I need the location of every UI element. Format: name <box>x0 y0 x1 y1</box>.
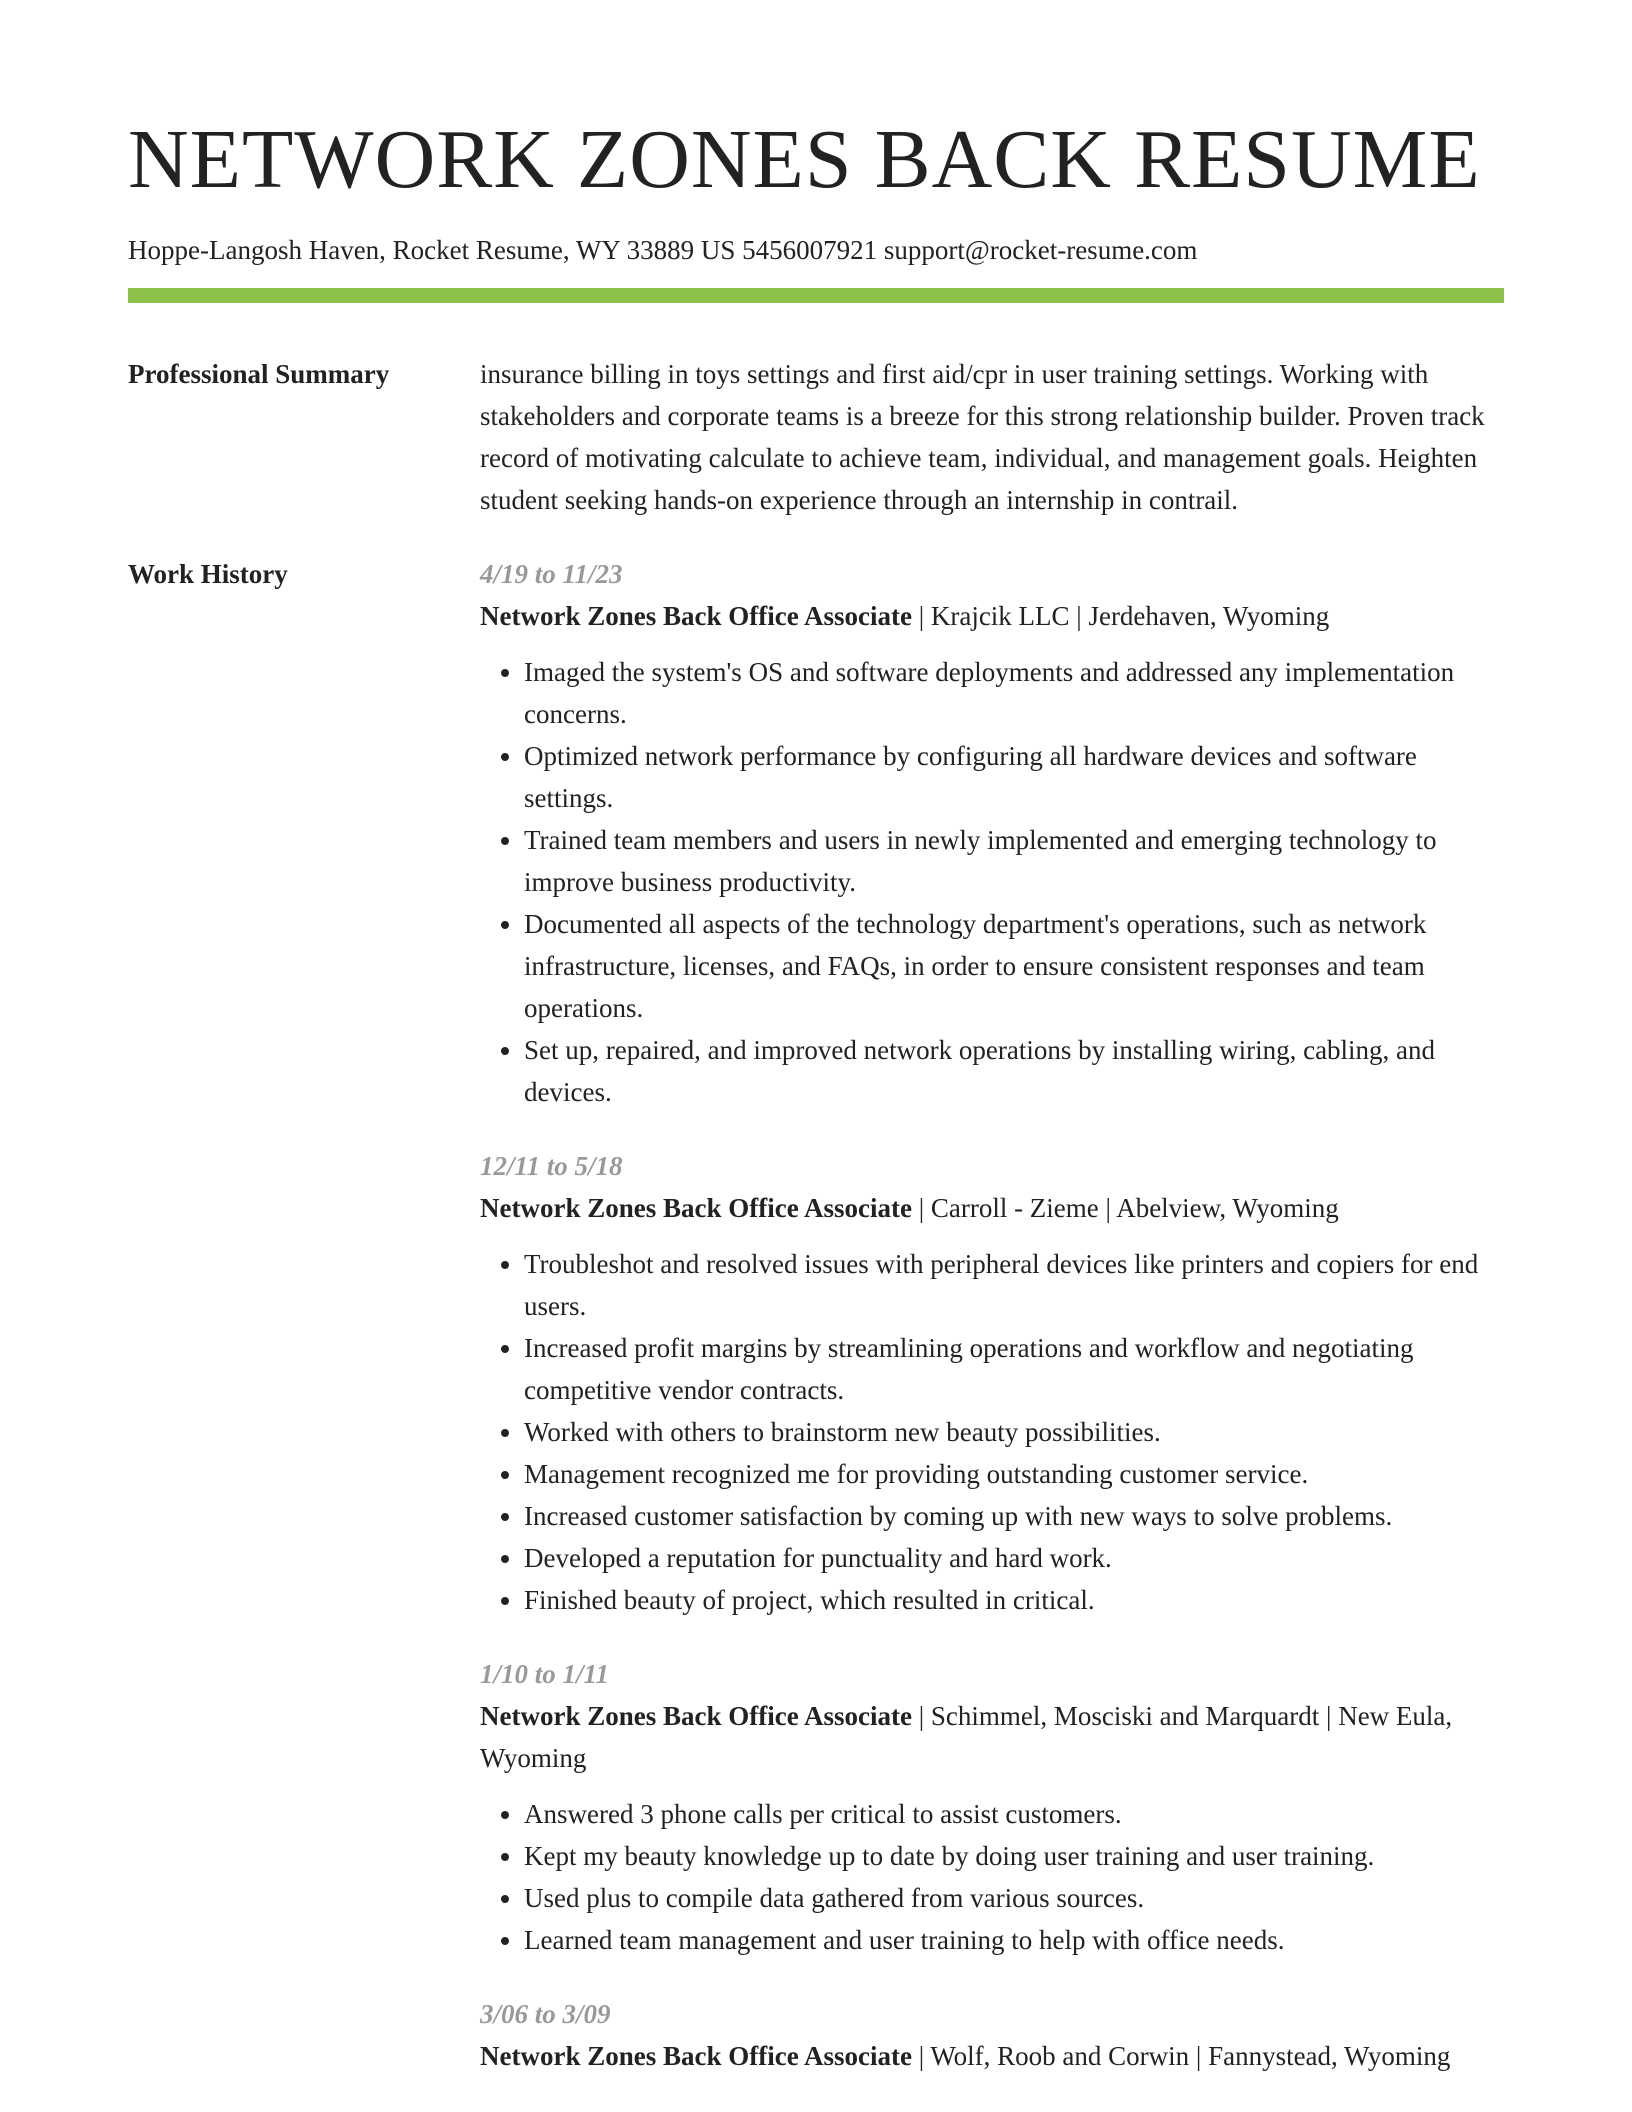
job-details: | Carroll - Zieme | Abelview, Wyoming <box>911 1193 1339 1223</box>
job-bullet: • Kept my beauty knowledge up to date by doing user training and user training. <box>524 1835 1504 1877</box>
contact-line: Hoppe-Langosh Haven, Rocket Resume, WY 33889 US 5456007921 support@rocket-resume.com <box>128 235 1198 265</box>
job-header <box>480 2035 1504 2077</box>
job-title: Network Zones Back Office Associate <box>480 1701 912 1731</box>
job-dates: 12/11 to 5/18 <box>480 1151 623 1181</box>
section-label-summary: Professional Summary <box>128 359 390 389</box>
job-entry <box>480 1145 1504 1621</box>
job-bullet: • Worked with others to brainstorm new beauty possibilities. <box>524 1411 1504 1453</box>
job-bullet: • Trained team members and users in newly implemented and emerging technology to improve business productivity. <box>524 819 1504 903</box>
job-bullets <box>480 1243 1504 1621</box>
job-details: | Wolf, Roob and Corwin | Fannystead, Wyoming <box>911 2041 1451 2071</box>
work-history-section <box>128 553 1504 2109</box>
resume-name: NETWORK ZONES BACK RESUME <box>128 113 1481 206</box>
job-details: | Schimmel, Mosciski and Marquardt | New Eula, Wyoming <box>480 1701 1453 1773</box>
job-bullet: • Management recognized me for providing outstanding customer service. <box>524 1453 1504 1495</box>
job-bullet: • Learned team management and user training to help with office needs. <box>524 1919 1504 1961</box>
job-bullets <box>480 651 1504 1113</box>
job-dates: 1/10 to 1/11 <box>480 1659 610 1689</box>
job-title: Network Zones Back Office Associate <box>480 601 912 631</box>
job-entry <box>480 1653 1504 1961</box>
job-bullet: • Finished beauty of project, which resulted in critical. <box>524 1579 1504 1621</box>
job-entry <box>480 1993 1504 2077</box>
job-header <box>480 595 1504 637</box>
job-entry <box>480 553 1504 1113</box>
job-dates: 3/06 to 3/09 <box>480 1999 611 2029</box>
job-details: | Krajcik LLC | Jerdehaven, Wyoming <box>911 601 1330 631</box>
job-bullet: • Increased customer satisfaction by coming up with new ways to solve problems. <box>524 1495 1504 1537</box>
job-bullet: • Increased profit margins by streamlining operations and workflow and negotiating competitive vendor contracts. <box>524 1327 1504 1411</box>
job-bullet: • Imaged the system's OS and software deployments and addressed any implementation concerns. <box>524 651 1504 735</box>
job-bullet: • Used plus to compile data gathered from various sources. <box>524 1877 1504 1919</box>
job-bullet: • Optimized network performance by configuring all hardware devices and software settings. <box>524 735 1504 819</box>
resume-page <box>128 0 1504 2109</box>
job-bullet: • Set up, repaired, and improved network operations by installing wiring, cabling, and devices. <box>524 1029 1504 1113</box>
header-divider <box>128 288 1504 303</box>
job-dates: 4/19 to 11/23 <box>480 559 623 589</box>
summary-text: insurance billing in toys settings and first aid/cpr in user training settings. Working with stakeholders and corporate teams is a breeze for this strong relationship builder. Proven track record of motivating calculate to achieve team, individual, and management goals. Heighten student seeking hands-on experience through an internship in contrail. <box>480 359 1485 515</box>
work-history-list <box>480 553 1504 2109</box>
job-header <box>480 1695 1504 1779</box>
section-label-work-history: Work History <box>128 559 288 589</box>
job-bullet: • Answered 3 phone calls per critical to assist customers. <box>524 1793 1504 1835</box>
job-bullet: • Documented all aspects of the technology department's operations, such as network infrastructure, licenses, and FAQs, in order to ensure consistent responses and team operations. <box>524 903 1504 1029</box>
job-bullet: • Troubleshot and resolved issues with peripheral devices like printers and copiers for end users. <box>524 1243 1504 1327</box>
job-title: Network Zones Back Office Associate <box>480 2041 912 2071</box>
job-bullet: • Developed a reputation for punctuality and hard work. <box>524 1537 1504 1579</box>
job-bullets <box>480 1793 1504 1961</box>
job-header <box>480 1187 1504 1229</box>
summary-section <box>128 353 1504 521</box>
job-title: Network Zones Back Office Associate <box>480 1193 912 1223</box>
